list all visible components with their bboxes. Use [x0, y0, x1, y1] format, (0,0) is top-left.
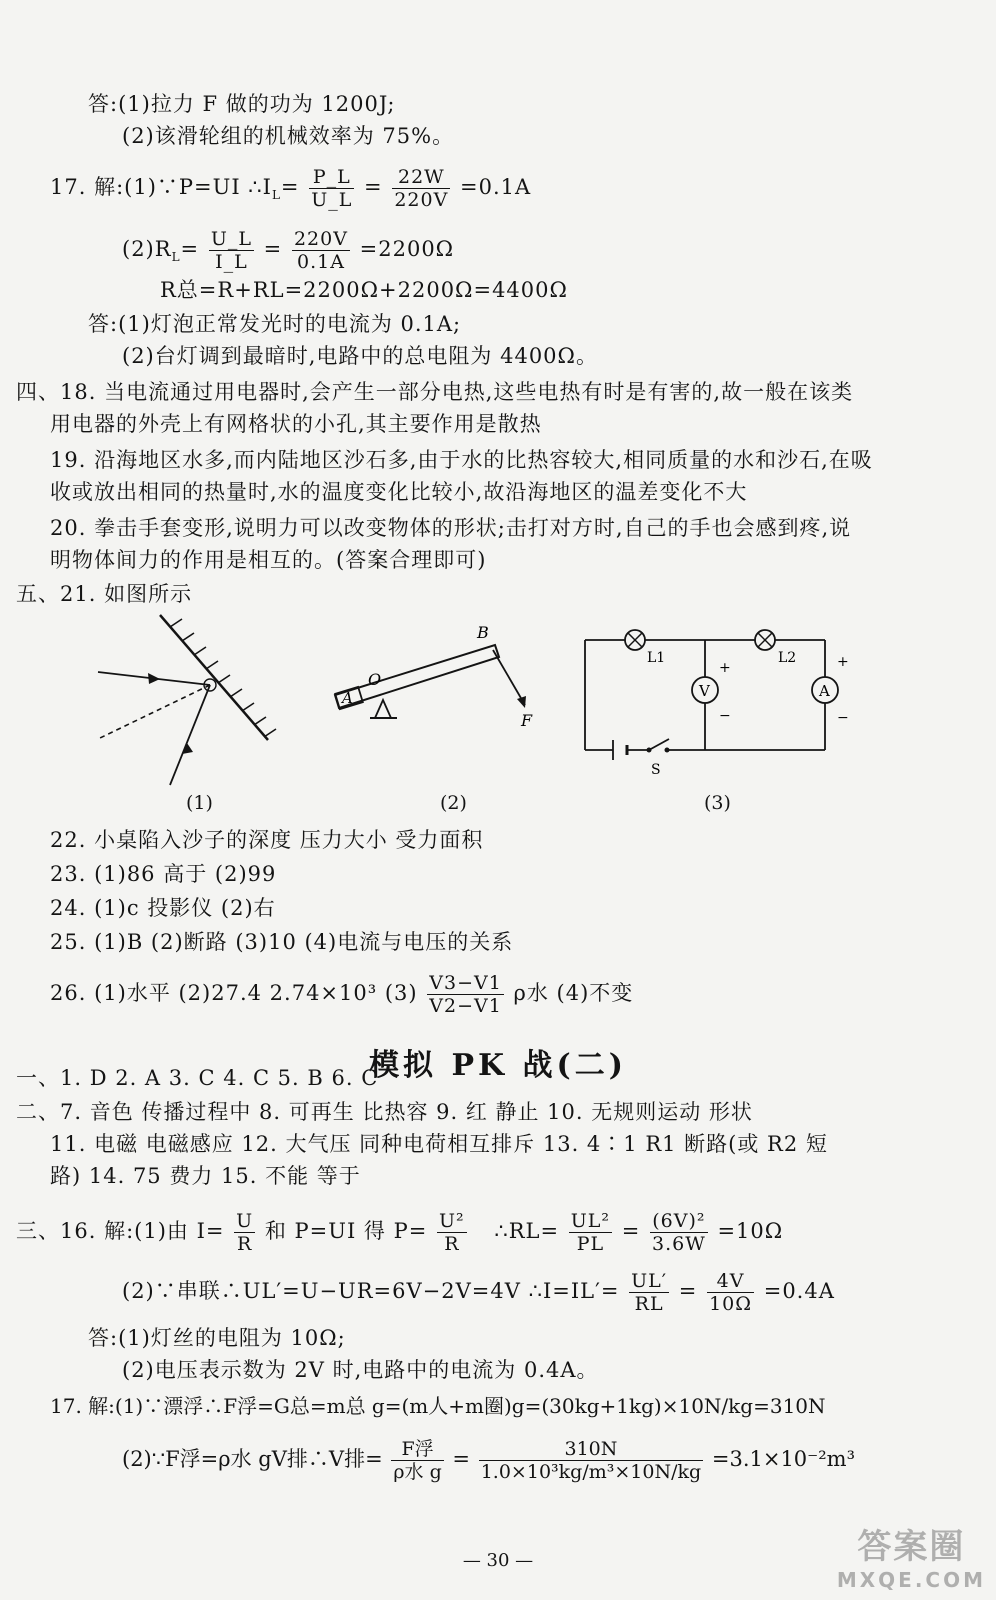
- text-line: 收或放出相同的热量时,水的温度变化比较小,故沿海地区的温差变化不大: [50, 480, 748, 504]
- force-line: [493, 650, 525, 705]
- fraction: [427, 972, 504, 1017]
- numerator: 4V: [707, 1270, 754, 1293]
- subscript: L: [271, 188, 281, 203]
- numerator: UL²: [570, 1210, 611, 1232]
- text-line: 24. (1)c 投影仪 (2)右: [50, 896, 276, 920]
- numerator: V3−V1: [429, 972, 502, 994]
- text-line: 四、18. 当电流通过用电器时,会产生一部分电热,这些电热有时是有害的,故一般在该类: [16, 380, 854, 404]
- text: =: [678, 1279, 698, 1303]
- text: 和 P=UI 得 P=: [264, 1219, 428, 1243]
- solution-line: [122, 228, 454, 273]
- numerator: U: [236, 1210, 254, 1232]
- label-v: V: [699, 682, 710, 700]
- text: =: [263, 237, 283, 261]
- battery-icon: [613, 740, 627, 760]
- arrow-icon: [148, 673, 160, 684]
- numerator: (6V)²: [650, 1210, 708, 1233]
- mirror-hatch: [170, 619, 276, 737]
- label-a: A: [342, 689, 353, 707]
- text-line: 路) 14. 75 费力 15. 不能 等于: [50, 1164, 361, 1188]
- text: 三、16. 解:(1)由 I=: [16, 1219, 225, 1243]
- text-line: 用电器的外壳上有网格状的小孔,其主要作用是散热: [50, 412, 542, 436]
- text-line: 11. 电磁 电磁感应 12. 大气压 同种电荷相互排斥 13. 4∶1 R1 断路(或 R2 短: [50, 1132, 828, 1156]
- denominator: 3.6W: [652, 1233, 706, 1255]
- lever-bar: [335, 645, 499, 708]
- watermark-top: 答案圈: [857, 1527, 966, 1567]
- fraction: [209, 228, 254, 273]
- label-b: B: [477, 623, 489, 642]
- fraction: [707, 1270, 754, 1315]
- denominator: RL: [634, 1293, 664, 1315]
- text: ∴RL=: [494, 1219, 560, 1243]
- solution-line: 17. 解:(1)∵漂浮∴F浮=G总=m总 g=(m人+m圈)g=(30kg+1kg)×10N/kg=310N: [50, 1394, 826, 1418]
- fulcrum-icon: [375, 700, 391, 718]
- watermark-logo: [837, 1519, 986, 1592]
- text: 26. (1)水平 (2)27.4 2.74×10³ (3): [50, 981, 418, 1005]
- lamp-l2: [755, 630, 775, 650]
- fraction: [650, 1210, 708, 1255]
- text: =: [452, 1447, 471, 1471]
- numerator: 22W: [392, 166, 450, 189]
- lamp-l1: [625, 630, 645, 650]
- text-line: 明物体间力的作用是相互的。(答案合理即可): [50, 548, 487, 572]
- answer-line: 答:(1)灯丝的电阻为 10Ω;: [88, 1326, 346, 1350]
- subscript: L: [171, 250, 181, 265]
- denominator: PL: [576, 1233, 605, 1255]
- fraction: [437, 1210, 467, 1255]
- text-line: [50, 972, 633, 1017]
- text-line: 25. (1)B (2)断路 (3)10 (4)电流与电压的关系: [50, 930, 514, 954]
- fraction: [479, 1438, 703, 1483]
- minus-sign: −: [719, 708, 731, 724]
- fraction: [234, 1210, 255, 1255]
- text-line: 22. 小桌陷入沙子的深度 压力大小 受力面积: [50, 828, 484, 852]
- text: =2200Ω: [359, 237, 455, 261]
- numerator: U²: [439, 1210, 465, 1232]
- caption: (1): [186, 792, 213, 814]
- label-a-meter: A: [819, 682, 830, 700]
- fraction: [392, 166, 450, 211]
- denominator: ρ水 g: [393, 1461, 442, 1483]
- solution-line: R总=R+RL=2200Ω+2200Ω=4400Ω: [160, 278, 568, 302]
- denominator: 0.1A: [296, 251, 345, 273]
- minus-sign: −: [837, 710, 849, 726]
- plus-sign: +: [837, 654, 849, 670]
- denominator: I_L: [215, 251, 248, 273]
- numerator: 220V: [293, 228, 348, 250]
- denominator: U_L: [311, 189, 353, 211]
- solution-line: [122, 1438, 855, 1483]
- text: =3.1×10⁻²m³: [711, 1447, 856, 1471]
- numerator: F浮: [391, 1438, 443, 1461]
- fraction: [569, 1210, 612, 1255]
- denominator: R: [444, 1233, 460, 1255]
- text: =0.4A: [763, 1279, 835, 1303]
- text: =0.1A: [460, 175, 532, 199]
- arrow-icon: [517, 696, 526, 708]
- fraction: [629, 1270, 669, 1315]
- text: ρ水 (4)不变: [513, 981, 634, 1005]
- label-s: S: [651, 762, 661, 778]
- solution-line: [50, 166, 531, 211]
- denominator: V2−V1: [429, 995, 502, 1017]
- answer-line: 答:(1)拉力 F 做的功为 1200J;: [88, 92, 396, 116]
- text-line: 19. 沿海地区水多,而内陆地区沙石多,由于水的比热容较大,相同质量的水和沙石,在吸: [50, 448, 873, 472]
- solution-line: [122, 1270, 835, 1315]
- caption: (3): [704, 792, 731, 814]
- reflected-ray: [170, 685, 210, 785]
- text: =: [364, 175, 383, 199]
- numerator: UL′: [631, 1270, 668, 1292]
- lever-figure: [325, 620, 535, 740]
- fraction: [292, 228, 350, 273]
- label-f: F: [521, 711, 533, 730]
- denominator: R: [237, 1233, 253, 1255]
- text: =: [180, 237, 200, 261]
- plus-sign: +: [719, 660, 731, 676]
- text-line: 二、7. 音色 传播过程中 8. 可再生 比热容 9. 红 静止 10. 无规则运动 形状: [16, 1100, 753, 1124]
- text-line: 20. 拳击手套变形,说明力可以改变物体的形状;击打对方时,自己的手也会感到疼,说: [50, 516, 852, 540]
- text-line: 五、21. 如图所示: [16, 582, 193, 606]
- switch-icon: [647, 739, 670, 753]
- denominator: 1.0×10³kg/m³×10N/kg: [480, 1461, 702, 1483]
- text: =: [621, 1219, 641, 1243]
- denominator: 10Ω: [709, 1293, 753, 1315]
- text: (2)∵F浮=ρ水 gV排∴V排=: [122, 1447, 383, 1471]
- denominator: 220V: [394, 189, 449, 211]
- reflection-figure: [90, 610, 290, 800]
- circuit-figure: [575, 620, 849, 780]
- normal-dashed: [100, 685, 210, 738]
- page-number: — 30 —: [462, 1550, 534, 1571]
- text: (2)R: [122, 237, 172, 261]
- label-l2: L2: [778, 650, 797, 666]
- answer-line: 答:(1)灯泡正常发光时的电流为 0.1A;: [88, 312, 462, 336]
- text: 17. 解:(1)∵P=UI ∴I: [50, 175, 272, 199]
- label-o: O: [368, 670, 382, 689]
- fraction: [309, 166, 354, 211]
- numerator: P_L: [309, 166, 354, 189]
- numerator: 310N: [479, 1438, 703, 1461]
- text: =: [280, 175, 300, 199]
- answer-line: (2)该滑轮组的机械效率为 75%。: [122, 124, 455, 148]
- text: (2)∵串联∴UL′=U−UR=6V−2V=4V ∴I=IL′=: [122, 1279, 620, 1303]
- solution-line: [16, 1210, 783, 1255]
- mirror-line: [160, 615, 268, 740]
- answer-line: (2)电压表示数为 2V 时,电路中的电流为 0.4A。: [122, 1358, 599, 1382]
- text: =10Ω: [717, 1219, 784, 1243]
- watermark-bottom: MXQE.COM: [836, 1568, 986, 1592]
- numerator: U_L: [210, 228, 252, 250]
- caption: (2): [440, 792, 467, 814]
- label-l1: L1: [647, 650, 666, 666]
- fraction: [391, 1438, 443, 1483]
- text-line: 23. (1)86 高于 (2)99: [50, 862, 277, 886]
- answer-line: (2)台灯调到最暗时,电路中的总电阻为 4400Ω。: [122, 344, 598, 368]
- section-title: 模拟 PK 战(二): [369, 1048, 627, 1083]
- text-line: 一、1. D 2. A 3. C 4. C 5. B 6. C: [16, 1066, 379, 1090]
